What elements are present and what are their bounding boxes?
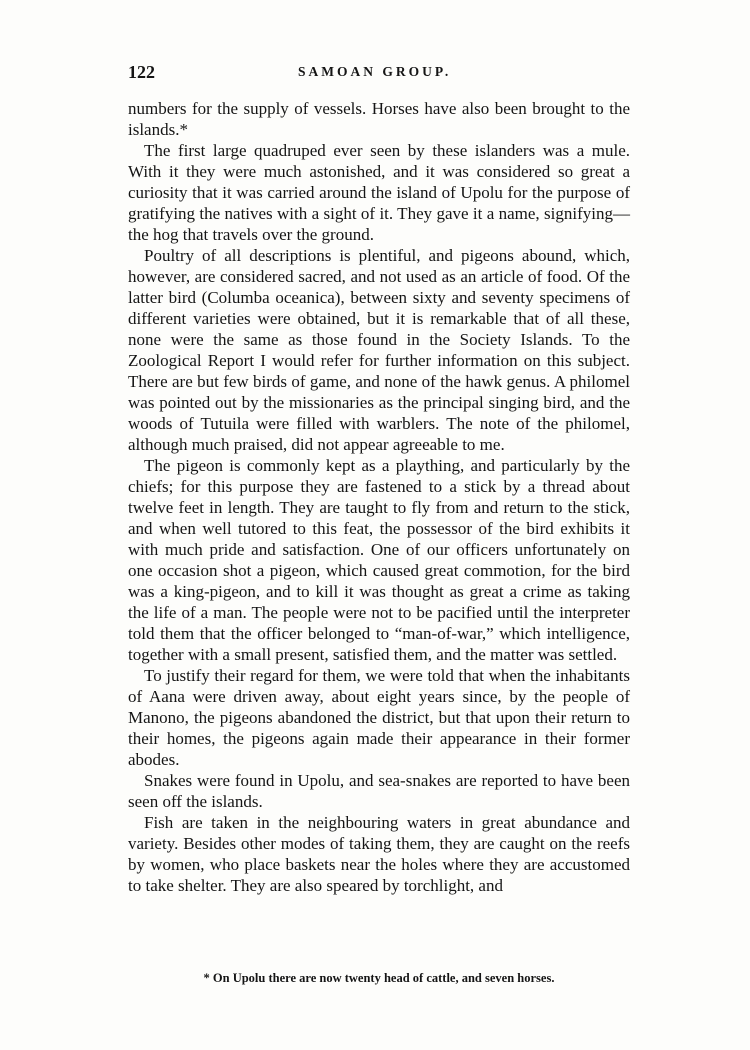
running-head xyxy=(128,62,630,86)
paragraph-snakes: Snakes were found in Upolu, and sea-snakes are reported to have been seen off the islands. xyxy=(128,771,630,811)
running-title: SAMOAN GROUP. xyxy=(298,64,452,79)
paragraph-poultry-pigeons: Poultry of all descriptions is plentiful, and pigeons abound, which, however, are considered sacred, and not used as an article of food. Of the latter bird (Columba oceanica), between sixty and seventy specimens of different varieties were obtained, but it is remarkable that of all these, none were the same as those found in the Society Islands. To the Zoological Report I would refer for further information on this subject. There are but few birds of game, and none of the hawk genus. A philomel was pointed out by the missionaries as the principal singing bird, and the woods of Tutuila were filled with warblers. The note of the philomel, although much praised, did not appear agreeable to me. xyxy=(128,246,630,454)
paragraph-fish: Fish are taken in the neighbouring waters in great abundance and variety. Besides other modes of taking them, they are caught on the reefs by women, who place baskets near the holes where they are accustomed to take shelter. They are also speared by torchlight, and xyxy=(128,813,630,895)
footnote: * On Upolu there are now twenty head of cattle, and seven horses. xyxy=(203,971,555,985)
page-number: 122 xyxy=(128,62,155,82)
paragraph-mule: The first large quadruped ever seen by these islanders was a mule. With it they were much astonished, and it was considered so great a curiosity that it was carried around the island of Upolu for the purpose of gratifying the natives with a sight of it. They gave it a name, signifying—the hog that travels over the ground. xyxy=(128,141,630,244)
paragraph-pigeon-regard: To justify their regard for them, we were told that when the inhabitants of Aana were driven away, about eight years since, by the people of Manono, the pigeons abandoned the district, but that upon their return to their homes, the pigeons again made their appearance in their former abodes. xyxy=(128,666,630,769)
paragraph-continuation: numbers for the supply of vessels. Horses have also been brought to the islands.* xyxy=(128,99,630,139)
body-text xyxy=(128,98,630,896)
paragraph-pigeon-plaything: The pigeon is commonly kept as a plaything, and particularly by the chiefs; for this purpose they are fastened to a stick by a thread about twelve feet in length. They are taught to fly from and return to the stick, and when well tutored to this feat, the possessor of the bird exhibits it with much pride and satisfaction. One of our officers unfortunately on one occasion shot a pigeon, which caused great commotion, for the bird was a king-pigeon, and to kill it was thought as great a crime as taking the life of a man. The people were not to be pacified until the interpreter told them that the officer belonged to “man-of-war,” which intelligence, together with a small present, satisfied them, and the matter was settled. xyxy=(128,456,630,664)
